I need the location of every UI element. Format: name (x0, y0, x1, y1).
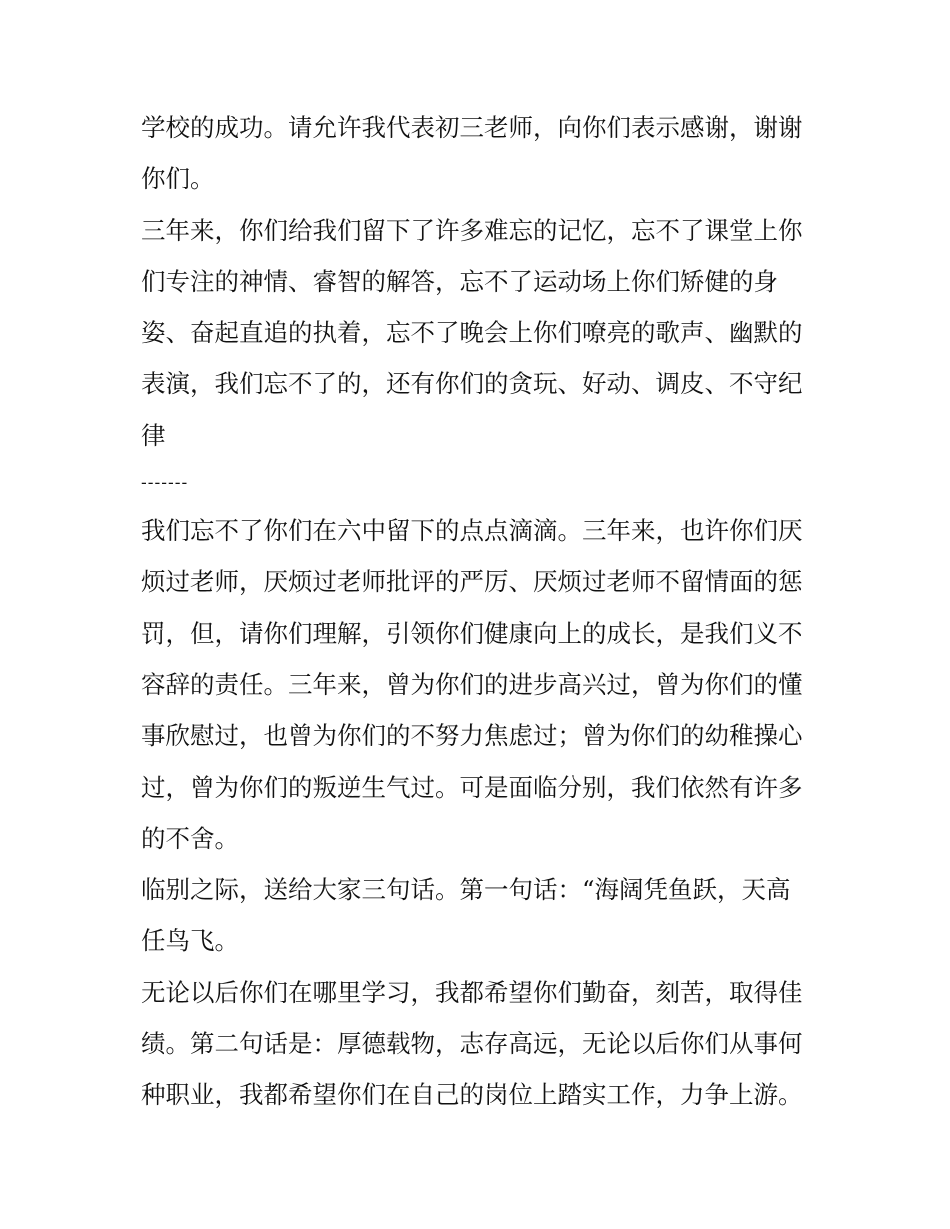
text-line: 的不舍。 (141, 823, 239, 853)
text-line: 你们。 (141, 164, 215, 194)
text-line: 学校的成功。请允许我代表初三老师，向你们表示感谢，谢谢 (141, 113, 803, 142)
text-line: 三年来，你们给我们留下了许多难忘的记忆，忘不了课堂上你 (141, 215, 803, 245)
text-line: 过，曾为你们的叛逆生气过。可是面临分别，我们依然有许多 (141, 772, 803, 802)
text-line: 烦过老师，厌烦过老师批评的严厉、厌烦过老师不留情面的惩 (141, 567, 803, 597)
text-line: 临别之际，送给大家三句话。第一句话：“海阔凭鱼跃，天高 (141, 875, 791, 905)
text-line: 种职业，我都希望你们在自己的岗位上踏实工作，力争上游。 (141, 1080, 803, 1110)
text-line: 任鸟飞。 (141, 926, 239, 956)
text-line: 我们忘不了你们在六中留下的点点滴滴。三年来，也许你们厌 (141, 516, 803, 546)
section-separator: ------- (141, 473, 189, 494)
text-line: 罚，但，请你们理解，引领你们健康向上的成长，是我们义不 (141, 618, 803, 648)
text-line: 们专注的神情、睿智的解答，忘不了运动场上你们矫健的身 (141, 266, 778, 296)
text-line: 表演，我们忘不了的，还有你们的贪玩、好动、调皮、不守纪 (141, 369, 803, 399)
text-line: 事欣慰过，也曾为你们的不努力焦虑过；曾为你们的幼稚操心 (141, 721, 803, 751)
text-line: 无论以后你们在哪里学习，我都希望你们勤奋，刻苦，取得佳 (141, 977, 803, 1007)
document-body (141, 102, 821, 1121)
text-line: 律 (141, 420, 166, 450)
text-line: 姿、奋起直追的执着，忘不了晚会上你们嘹亮的歌声、幽默的 (141, 318, 803, 348)
text-line: 容辞的责任。三年来，曾为你们的进步高兴过，曾为你们的懂 (141, 669, 803, 699)
text-line: 绩。第二句话是：厚德载物，志存高远，无论以后你们从事何 (141, 1029, 803, 1059)
